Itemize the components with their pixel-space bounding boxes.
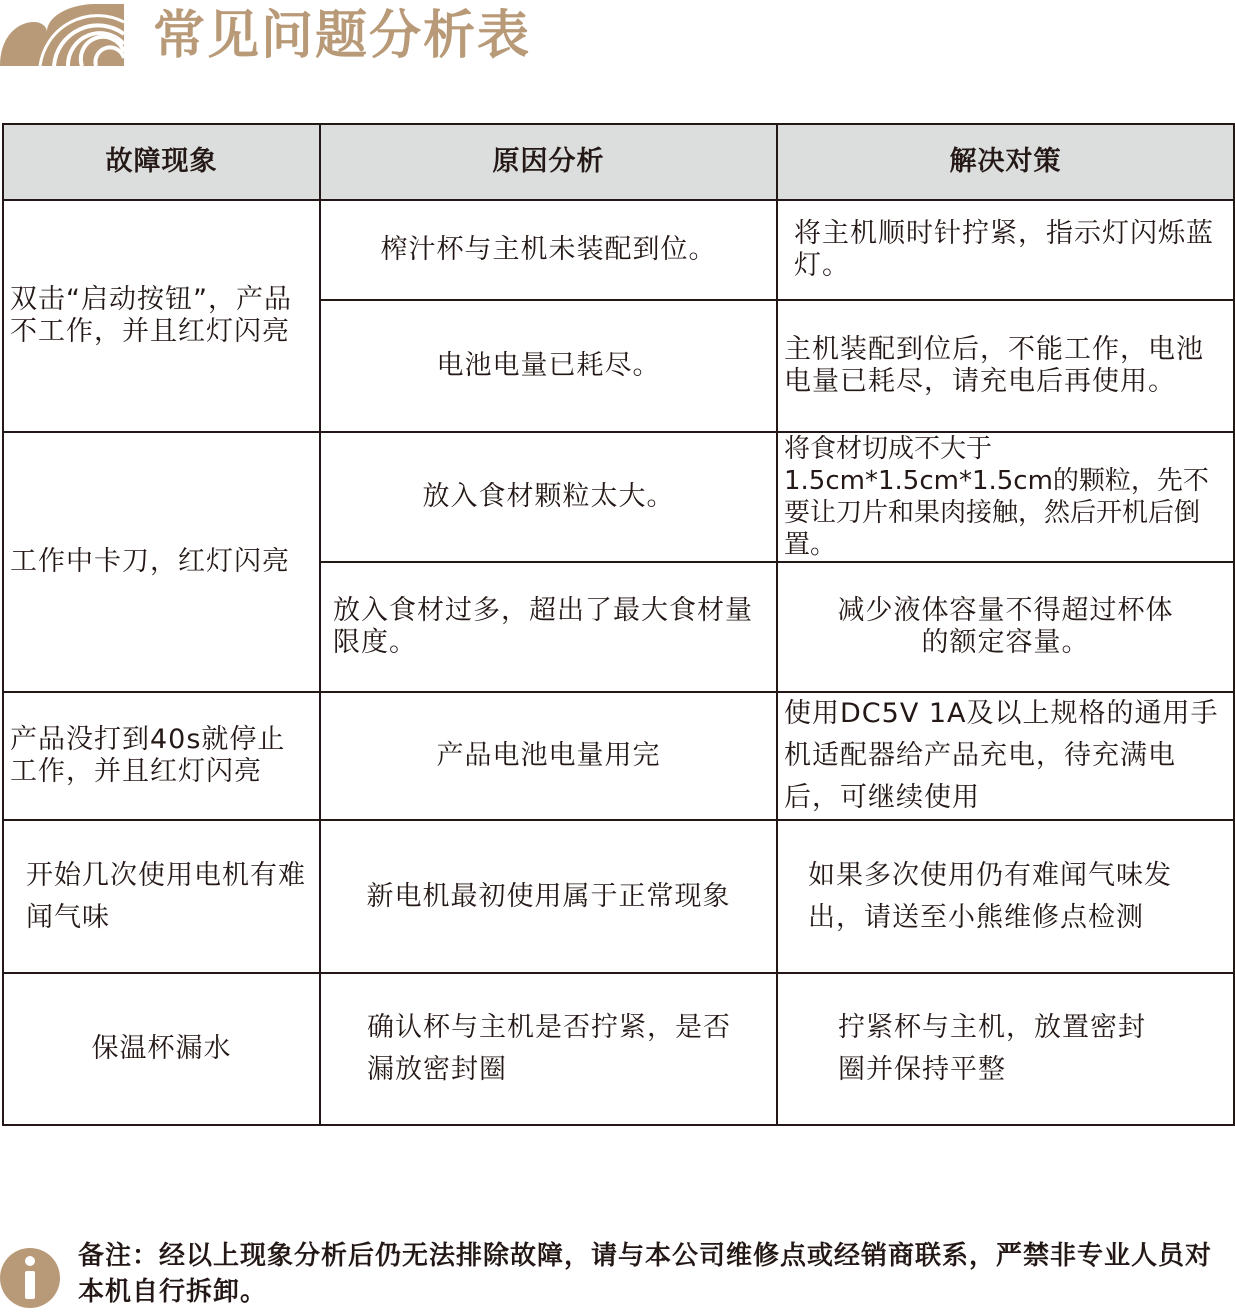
solution-cell: 如果多次使用仍有难闻气味发出，请送至小熊维修点检测	[777, 820, 1234, 973]
table-row	[3, 432, 1234, 562]
notice	[0, 1238, 1235, 1312]
solution-cell: 将主机顺时针拧紧，指示灯闪烁蓝灯。	[777, 200, 1234, 300]
cause-cell: 榨汁杯与主机未装配到位。	[320, 200, 777, 300]
notice-text: 备注：经以上现象分析后仍无法排除故障，请与本公司维修点或经销商联系，严禁非专业人员对本机自行拆卸。	[78, 1241, 1213, 1307]
solution-cell: 主机装配到位后，不能工作，电池电量已耗尽，请充电后再使用。	[777, 300, 1234, 432]
table-row	[3, 973, 1234, 1125]
cause-cell: 放入食材颗粒太大。	[320, 432, 777, 562]
symptom-cell: 工作中卡刀，红灯闪亮	[3, 432, 320, 692]
solution-cell: 将食材切成不大于1.5cm*1.5cm*1.5cm的颗粒，先不要让刀片和果肉接触，然后开机后倒置。	[777, 432, 1234, 562]
symptom-cell: 开始几次使用电机有难闻气味	[3, 820, 320, 973]
table-row	[3, 820, 1234, 973]
table-header-row	[3, 124, 1234, 200]
info-icon	[0, 1246, 64, 1310]
column-header: 故障现象	[3, 124, 320, 200]
solution-cell: 拧紧杯与主机，放置密封圈并保持平整	[777, 973, 1234, 1125]
brand-logo-icon	[0, 0, 130, 70]
page-title: 常见问题分析表	[153, 6, 532, 66]
cause-cell: 电池电量已耗尽。	[320, 300, 777, 432]
cause-cell: 确认杯与主机是否拧紧，是否漏放密封圈	[320, 973, 777, 1125]
solution-cell: 减少液体容量不得超过杯体的额定容量。	[777, 562, 1234, 692]
cause-cell: 产品电池电量用完	[320, 692, 777, 820]
column-header: 原因分析	[320, 124, 777, 200]
solution-cell: 使用DC5V 1A及以上规格的通用手机适配器给产品充电，待充满电后，可继续使用	[777, 692, 1234, 820]
column-header: 解决对策	[777, 124, 1234, 200]
symptom-cell: 产品没打到40s就停止工作，并且红灯闪亮	[3, 692, 320, 820]
page-header	[0, 0, 1235, 80]
symptom-cell: 保温杯漏水	[3, 973, 320, 1125]
table-row	[3, 200, 1234, 300]
cause-cell: 放入食材过多，超出了最大食材量限度。	[320, 562, 777, 692]
faq-table	[2, 123, 1235, 1126]
cause-cell: 新电机最初使用属于正常现象	[320, 820, 777, 973]
table-row	[3, 692, 1234, 820]
symptom-cell: 双击“启动按钮”，产品不工作，并且红灯闪亮	[3, 200, 320, 432]
